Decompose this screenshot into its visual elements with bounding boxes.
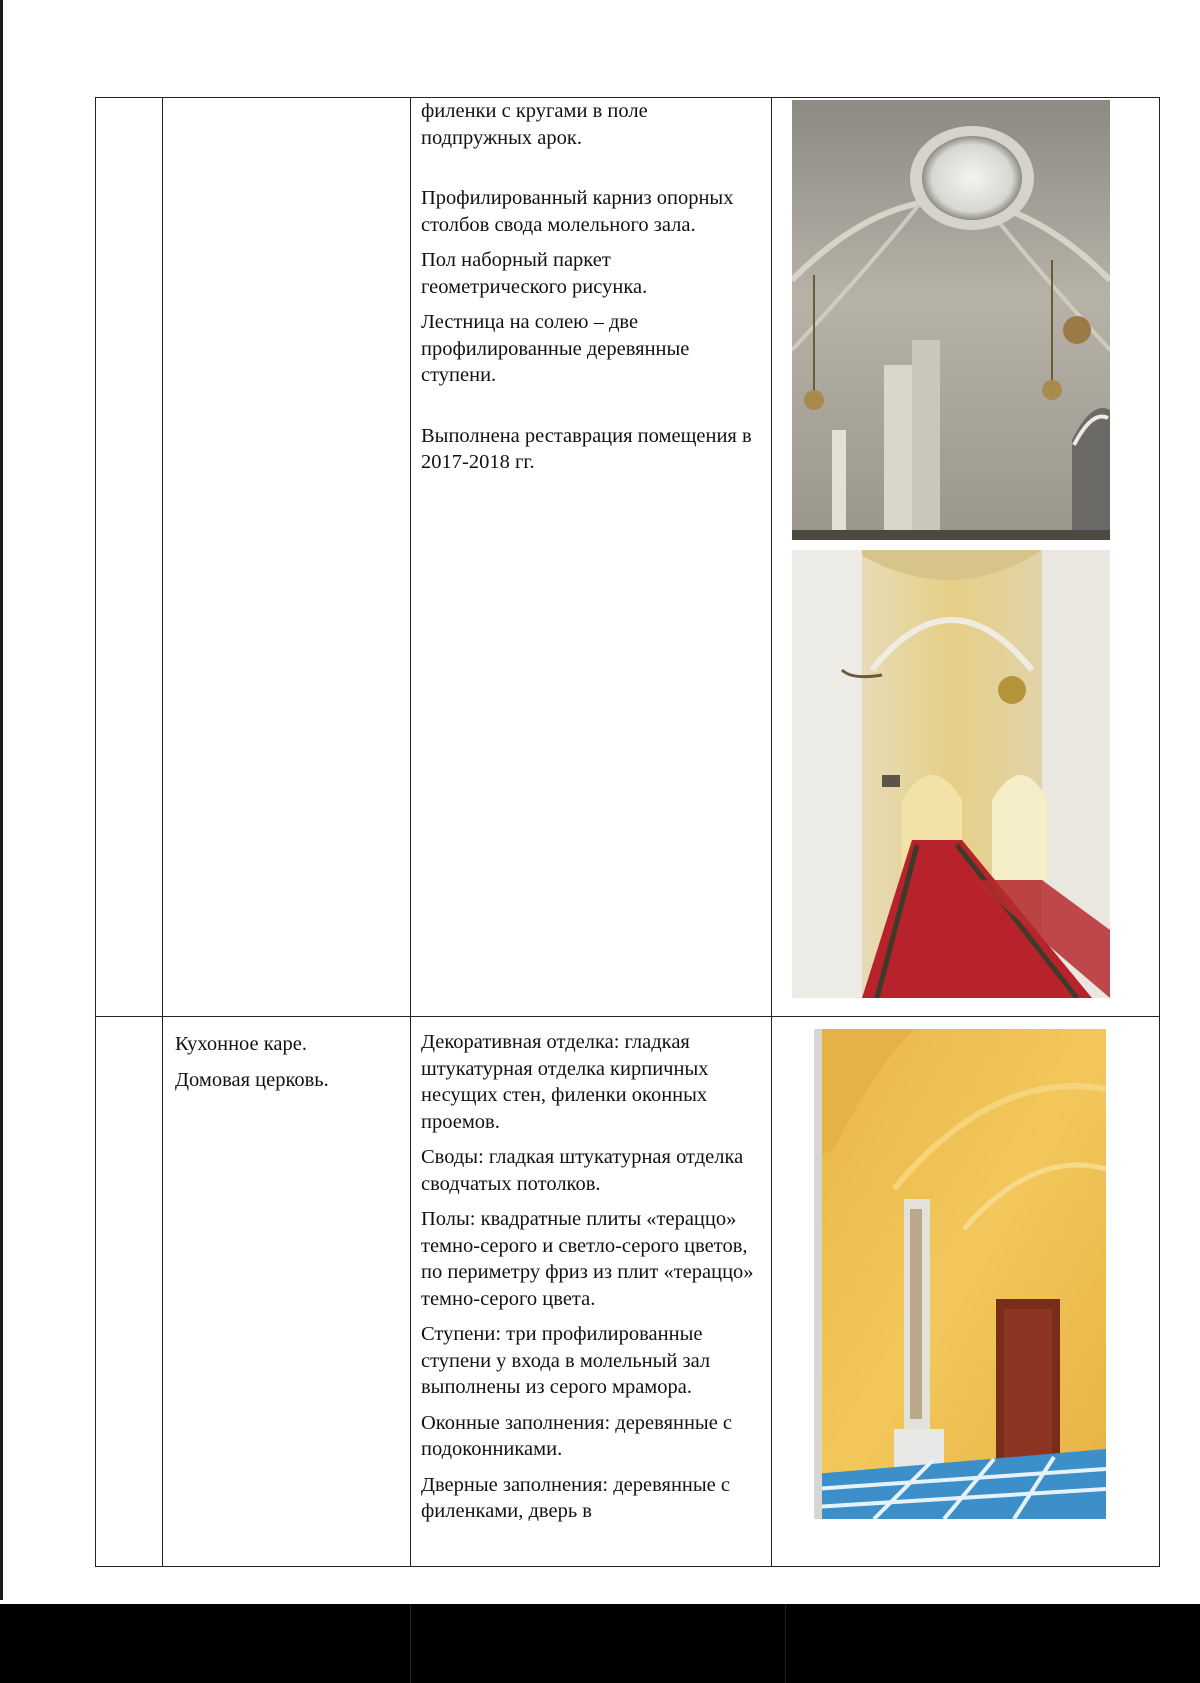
row-number-cell <box>96 1017 163 1567</box>
room-name-line: Домовая церковь. <box>175 1068 329 1091</box>
description-paragraph: Выполнена реставрация помещения в 2017-2018 гг. <box>421 424 752 473</box>
description-paragraph: Ступени: три профилированные ступени у входа в молельный зал выполнены из серого мрамора. <box>421 1323 711 1398</box>
photo-dome-oculus <box>792 100 1110 540</box>
description-cell <box>411 98 772 1017</box>
description-paragraph: Оконные заполнения: деревянные с подоконниками. <box>421 1411 733 1460</box>
description-paragraph: Профилированный карниз опорных столбов свода молельного зала. <box>421 187 734 236</box>
description-cell <box>411 1017 772 1567</box>
scan-bar-divider <box>785 1604 786 1683</box>
room-name-cell <box>163 98 411 1017</box>
table-row <box>96 98 1160 1017</box>
row-number-cell <box>96 98 163 1017</box>
description-paragraph: Лестница на солею – две профилированные деревянные ступени. <box>421 311 690 386</box>
description-paragraph: Полы: квадратные плиты «тераццо» темно-серого и светло-серого цветов, по периметру фриз из плит «тераццо» темно-серого цвета. <box>421 1208 754 1310</box>
photo-dome-oculus-image <box>792 100 1110 540</box>
scan-bar-divider <box>410 1604 411 1683</box>
room-description-table <box>95 97 1160 1567</box>
table-row <box>96 1017 1160 1567</box>
photo-cell <box>772 1017 1160 1567</box>
scan-bottom-bar <box>0 1604 1200 1683</box>
photo-yellow-hall-door <box>814 1029 1106 1519</box>
room-name-line: Кухонное каре. <box>175 1033 307 1055</box>
photo-cell <box>772 98 1160 1017</box>
description-paragraph: Декоративная отделка: гладкая штукатурная отделка кирпичных несущих стен, филенки оконных проемов. <box>421 1031 709 1133</box>
description-paragraph: Своды: гладкая штукатурная отделка сводчатых потолков. <box>421 1146 744 1195</box>
photo-corridor-carpet-image <box>792 550 1110 998</box>
description-paragraph: филенки с кругами в поле подпружных арок. <box>421 100 648 149</box>
scan-edge <box>0 0 3 1600</box>
photo-corridor-carpet <box>792 550 1110 998</box>
room-name-cell <box>163 1017 411 1567</box>
description-paragraph: Дверные заполнения: деревянные с филенками, дверь в <box>421 1473 730 1522</box>
photo-yellow-hall-door-image <box>814 1029 1106 1519</box>
description-paragraph: Пол наборный паркет геометрического рисунка. <box>421 249 648 298</box>
